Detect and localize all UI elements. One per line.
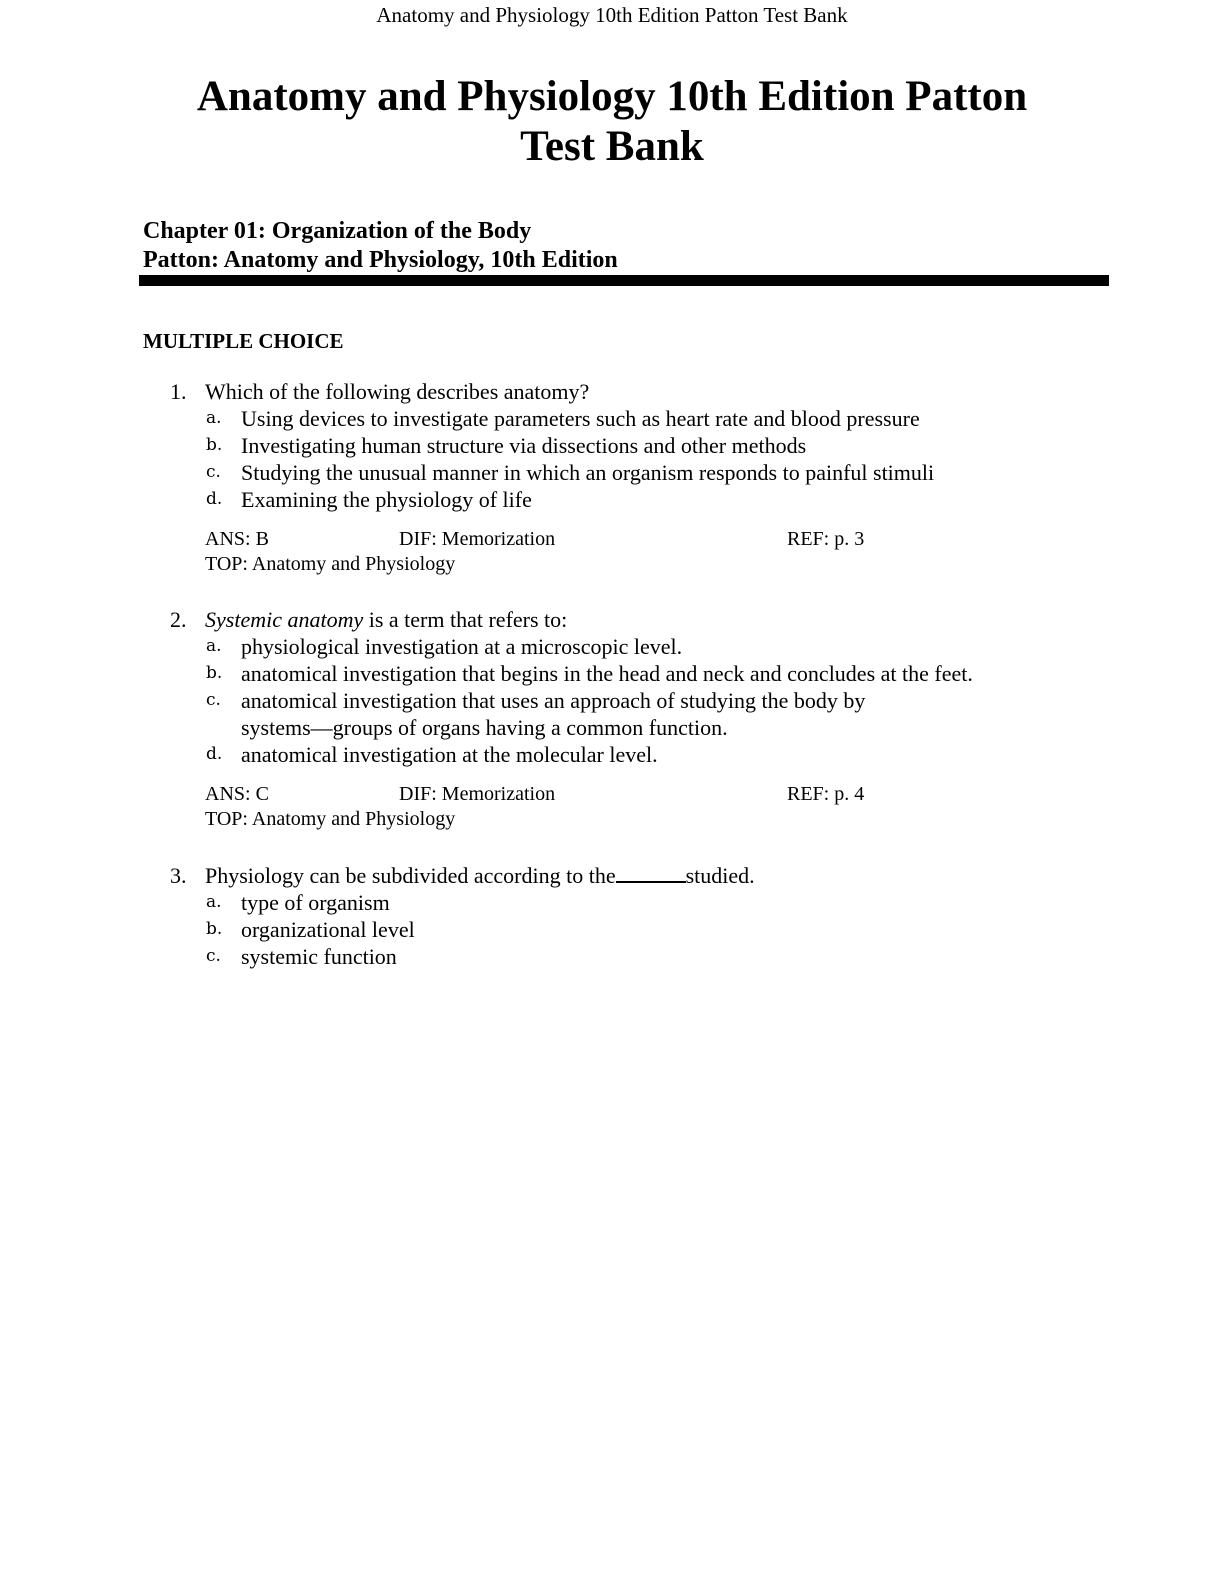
option-letter: a. (206, 892, 222, 912)
option-letter: a. (206, 408, 222, 428)
fill-in-blank (616, 863, 686, 883)
option-a (143, 633, 1143, 660)
option-letter: a. (206, 636, 222, 656)
running-header: Anatomy and Physiology 10th Edition Patton Test Bank (376, 3, 848, 27)
option-c (143, 943, 1143, 970)
topic: TOP: Anatomy and Physiology (205, 553, 456, 575)
answer-key: ANS: B (205, 528, 269, 550)
question-1 (143, 378, 1143, 577)
question-text-after: studied. (685, 863, 755, 888)
page-reference: REF: p. 3 (787, 528, 865, 550)
option-letter: d. (206, 744, 223, 764)
page-reference: REF: p. 4 (787, 783, 865, 805)
option-a (143, 889, 1143, 916)
question-text-before: Physiology can be subdivided according to the (205, 863, 616, 888)
heading-rule (139, 275, 1109, 286)
title-line-1: Anatomy and Physiology 10th Edition Patton (196, 73, 1028, 120)
book-title: Patton: Anatomy and Physiology, 10th Edition (143, 247, 618, 273)
option-letter: d. (206, 489, 223, 509)
option-c (143, 687, 1143, 741)
option-text: organizational level (241, 917, 415, 942)
option-text: Using devices to investigate parameters such as heart rate and blood pressure (241, 406, 920, 431)
option-letter: c. (206, 462, 221, 482)
option-letter: b. (206, 919, 223, 939)
chapter-title: Chapter 01: Organization of the Body (143, 218, 532, 244)
question-text (205, 606, 567, 633)
option-text: type of organism (241, 890, 390, 915)
question-term: Systemic anatomy (205, 607, 364, 632)
option-letter: b. (206, 435, 223, 455)
document-title (0, 72, 1224, 172)
option-letter: c. (206, 690, 221, 710)
topic: TOP: Anatomy and Physiology (205, 808, 456, 830)
question-stem (143, 606, 1143, 633)
option-c (143, 459, 1143, 486)
answer-meta (143, 527, 1143, 577)
option-a (143, 405, 1143, 432)
option-text: anatomical investigation that begins in the head and neck and concludes at the feet. (241, 661, 973, 686)
option-text: Studying the unusual manner in which an organism responds to painful stimuli (241, 460, 935, 485)
question-text (205, 862, 755, 889)
question-stem (143, 378, 1143, 405)
chapter-info (143, 217, 618, 275)
question-number: 2. (170, 607, 187, 632)
question-number: 3. (170, 863, 187, 888)
option-text: Investigating human structure via dissections and other methods (241, 433, 807, 458)
option-text: systemic function (241, 944, 397, 969)
difficulty: DIF: Memorization (399, 783, 556, 805)
option-letter: c. (206, 946, 221, 966)
question-text: Which of the following describes anatomy? (205, 379, 590, 404)
section-heading: MULTIPLE CHOICE (143, 329, 344, 353)
answer-meta (143, 782, 1143, 832)
option-text: anatomical investigation at the molecular level. (241, 742, 658, 767)
difficulty: DIF: Memorization (399, 528, 556, 550)
option-b (143, 660, 1143, 687)
option-b (143, 916, 1143, 943)
option-d (143, 486, 1143, 513)
option-text: physiological investigation at a microscopic level. (241, 634, 683, 659)
option-letter: b. (206, 663, 223, 683)
option-d (143, 741, 1143, 768)
question-3 (143, 862, 1143, 970)
question-2 (143, 606, 1143, 832)
option-b (143, 432, 1143, 459)
question-number: 1. (170, 379, 187, 404)
option-text: Examining the physiology of life (241, 487, 532, 512)
answer-key: ANS: C (205, 783, 269, 805)
question-text-rest: is a term that refers to: (363, 607, 568, 632)
option-text: anatomical investigation that uses an approach of studying the body by systems—groups of organs having a common function. (241, 688, 866, 740)
question-stem (143, 862, 1143, 889)
title-line-2: Test Bank (520, 123, 704, 170)
